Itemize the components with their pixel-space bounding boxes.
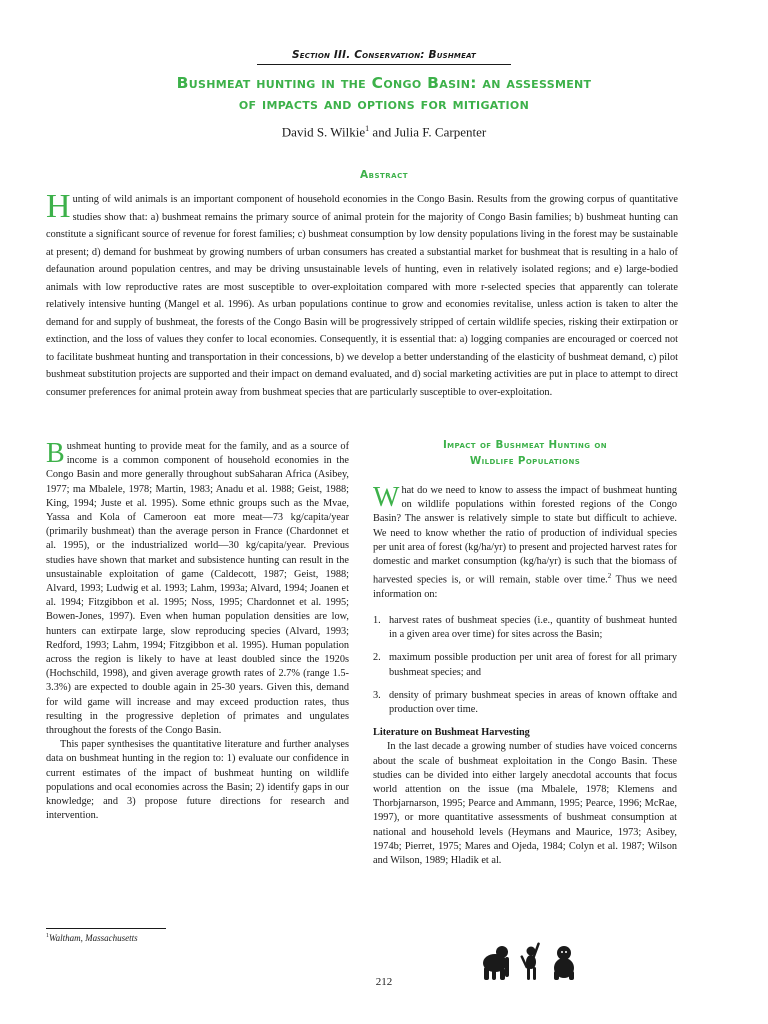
list-item-text: maximum possible production per unit area of forest for all primary bushmeat species; and — [389, 652, 677, 678]
footnote-mark: 1 — [46, 933, 49, 939]
intro-paragraph — [46, 440, 349, 738]
footnote-ref: 2 — [607, 572, 612, 581]
paper-title — [60, 73, 708, 115]
author-2: and Julia F. Carpenter — [369, 124, 487, 140]
gibbon-icon — [520, 942, 540, 980]
abstract-dropcap: H — [46, 188, 71, 225]
author-1-affiliation-mark: 1 — [365, 124, 370, 133]
footnote-rule — [46, 928, 166, 929]
list-item-number: 1. — [373, 615, 381, 627]
section-rule — [257, 64, 511, 65]
list-item — [373, 689, 677, 717]
information-needs-list — [373, 614, 677, 717]
impact-text: hat do we need to know to assess the impact of bushmeat hunting on wildlife populations within forested regions of the Congo Basin? The answer is relatively simple to state but difficult to achieve. We need to know whether the ratio of production of individual species per unit area of forest (kg/ha/yr) to present and projected harvest rates for domestic and market consumption (kg/ha/yr) is such that the biomass of harvested species is, or will remain, stable over time. — [373, 485, 677, 586]
literature-heading: Literature on Bushmeat Harvesting — [373, 727, 530, 739]
title-line-2: of impacts and options for mitigation — [238, 95, 530, 113]
gorilla-icon — [483, 946, 509, 980]
impact-heading-line-2: Wildlife Populations — [469, 455, 581, 467]
abstract-text — [46, 188, 678, 401]
section-label: Section III. Conservation: Bushmeat — [291, 49, 476, 61]
list-item-text: density of primary bushmeat species in areas of known offtake and production over time. — [389, 689, 677, 716]
authors — [0, 124, 768, 140]
list-item-number: 2. — [373, 652, 381, 664]
abstract-heading: Abstract — [360, 169, 408, 181]
left-column — [46, 440, 349, 823]
chimpanzee-icon — [554, 946, 574, 980]
title-line-1: Bushmeat hunting in the Congo Basin: an assessment — [176, 74, 592, 92]
list-item-number: 3. — [373, 689, 381, 701]
impact-heading — [373, 437, 677, 469]
abstract-body: unting of wild animals is an important component of household economies in the Congo Basin. Results from the growing corpus of quantitative studies show that: a) bushmeat remains the primary source of animal protein for the majority of Congo Basin families; b) bushmeat hunting can constitute a significant source of revenue for forest families; c) bushmeat consumption by low density populations living in the forest may be sustainable at present; d) demand for bushmeat by growing numbers of urban consumers has created a substantial market for bushmeat that is resulting in a halo of defaunation around population centres, and may be driving unsustainable levels of hunting, even in relatively isolated regions; and e) large-bodied animals with low reproductive rates are most susceptible to over-exploitation compared with more r-selected species that apparently can tolerate relatively intensive hunting (Mangel et al. 1996). As urban populations continue to grow and economies revitalise, unless action is taken to alter the demand for and supply of bushmeat, the forests of the Congo Basin will be progressively stripped of certain wildlife species, risking their extirpation or extinction, and the loss of values they confer to local economies. Consequently, it is essential that: a) logging companies are encouraged or coerced not to facilitate bushmeat hunting and transportation in their concessions, b) we develop a better understanding of the elasticity of bushmeat demand, c) pilot bushmeat substitution projects are supported and their impact on demand evaluated, and d) social marketing activities are put in place to attempt to direct consumer preferences for animal protein away from bushmeat species that are particularly susceptible to over-exploitation. — [46, 194, 678, 398]
impact-dropcap: W — [373, 482, 400, 513]
intro-dropcap: B — [46, 438, 65, 469]
footnote-text: Waltham, Massachusetts — [49, 933, 138, 943]
right-column — [373, 437, 677, 868]
footnote — [46, 933, 138, 943]
page-number: 212 — [375, 976, 393, 988]
impact-paragraph — [373, 484, 677, 602]
list-item — [373, 651, 677, 679]
impact-text-tail: Thus we need information on: — [373, 574, 677, 600]
synthesis-paragraph: This paper synthesises the quantitative literature and further analyses data on bushmeat hunting in the region to: 1) evaluate our confidence in current estimates of the impact of bushmeat hunting on wildlife populations and ocal economies across the Basin; 2) identify gaps in our knowledge; and 3) propose future directions for research and intervention. — [46, 739, 349, 822]
intro-text: ushmeat hunting to provide meat for the family, and as a source of income is a common component of household economies in the Congo Basin and more generally throughout subSaharan Africa (Asibey, 1977; ma Mbalele, 1978; Martin, 1983; Anadu et al. 1988; Geist, 1988; King, 1994; Juste et al. 1995). Some ethnic groups such as the Mvae, Yassa and Kola of Cameroon eat more meat—73 kg/capita/year (primarily bushmeat) than the average person in France (Chardonnet et al. 1995), or the industrialized world—30 kg/capita/year. Previous studies have shown that market and subsistence hunting can result in the unsustainable exploitation of game (Caldecott, 1987; Geist, 1988; Alvard, 1993; Ludwig et al. 1993; Lahm, 1993a; Alvard, 1994; Joanen et al. 1994; Fitzgibbon et al. 1995; Noss, 1995; Chardonnet et al. 1995; Bowen-Jones, 1997). Even when human population densities are low, hunters can extirpate large, slow reproducing species (Alvard, 1993; Redford, 1993; Lahm, 1994; Fitzgibbon et al. 1995). Human population across the region is likely to have at least doubled since the 1920s (Hochschild, 1998), and given average growth rates of 2.7% (range 1.5-3.3%) are expected to double again in 25-30 years. Given this, demand for wild game will increase and may exceed production rates, thus resulting in the progressive depletion of primates and ungulates throughout the forests of the Congo Basin. — [46, 441, 349, 737]
author-1: David S. Wilkie — [281, 124, 366, 140]
primate-silhouettes-icon — [478, 941, 584, 981]
impact-heading-line-1: Impact of Bushmeat Hunting on — [442, 439, 608, 451]
list-item — [373, 614, 677, 642]
literature-paragraph: In the last decade a growing number of studies have voiced concerns about the scale of bushmeat exploitation in the Congo Basin. These studies can be divided into either largely anecdotal accounts that focus world attention on the issue (ma Mbalele, 1978; Klemens and Thorbjarnarson, 1995; Pearce and Ammann, 1995; Pearce, 1996; McRae, 1997), or more quantitative assessments of bushmeat consumption at national and household levels (Heymans and Maurice, 1973; Asibey, 1974b; Pierret, 1975; Mares and Ojeda, 1984; Colyn et al. 1987; Wilson and Wilson, 1989; Hladik et al. — [373, 741, 677, 867]
list-item-text: harvest rates of bushmeat species (i.e., quantity of bushmeat hunted in a given area over time) for sites across the Basin; — [389, 615, 677, 641]
